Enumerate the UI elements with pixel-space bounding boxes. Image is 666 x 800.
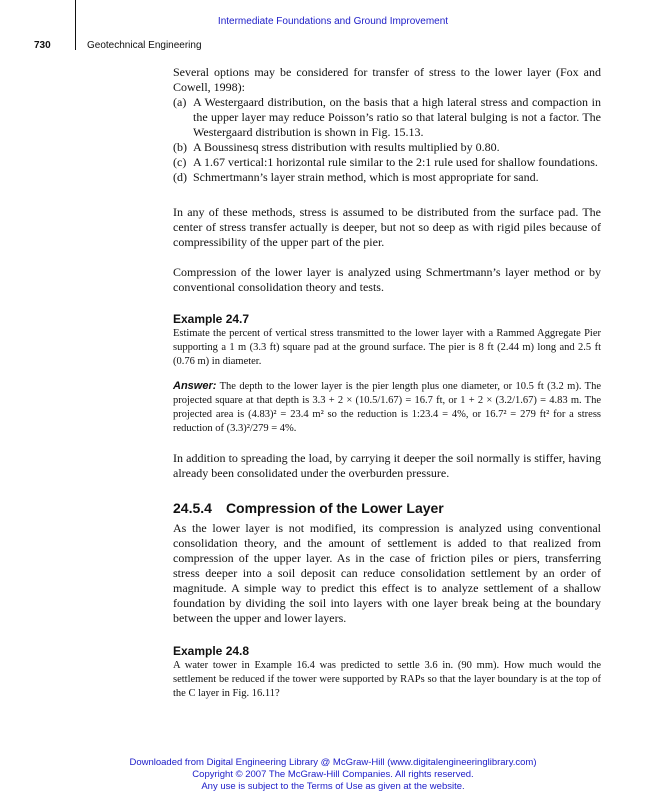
option-item: [173, 170, 601, 185]
book-title-header: Intermediate Foundations and Ground Improvement: [217, 16, 449, 27]
answer-label: Answer:: [173, 380, 217, 392]
option-text: A 1.67 vertical:1 horizontal rule similar to the 2:1 rule used for shallow foundations.: [193, 155, 598, 169]
option-marker: (a): [173, 95, 187, 109]
paragraph-lower-layer-compression: Compression of the lower layer is analyzed using Schmertmann’s layer method or by conventional consolidation theory and tests.: [173, 265, 601, 294]
example-24-7-answer: [173, 379, 601, 436]
page-body: [173, 65, 601, 701]
section-body: As the lower layer is not modified, its compression is analyzed using conventional consolidation theory, and the amount of settlement is added to that realized from compression of the upper layer. As in the case of friction piles or piers, transferring stress deeper into a soil deposit can reduce consolidation settlement by an order of magnitude. A simple way to predict this effect is to analyze settlement of a shallow foundation by dividing the soil into layers with one layer break being at the boundary between the upper and lower layers.: [173, 521, 601, 625]
footer-terms-line: Any use is subject to the Terms of Use as given at the website.: [201, 781, 465, 792]
options-list: [173, 95, 601, 185]
page-number: 730: [34, 40, 51, 51]
example-24-8-title: Example 24.8: [173, 644, 250, 658]
page-footer: [0, 757, 666, 793]
section-number: 24.5.4: [173, 500, 212, 516]
section-title: Compression of the Lower Layer: [225, 500, 444, 516]
running-title: Geotechnical Engineering: [87, 40, 202, 51]
example-24-7-title: Example 24.7: [173, 312, 250, 326]
option-item: [173, 155, 601, 170]
option-text: A Boussinesq stress distribution with results multiplied by 0.80.: [193, 140, 500, 154]
option-text: A Westergaard distribution, on the basis that a high lateral stress and compaction in the upper layer may reduce Poisson’s ratio so that lateral bulging is not a factor. The Westergaard distribution is shown in Fig. 15.13.: [193, 95, 601, 139]
paragraph-load-spreading: In addition to spreading the load, by carrying it deeper the soil normally is stiffer, having already been consolidated under the overburden pressure.: [173, 451, 601, 480]
section-heading: [173, 499, 601, 517]
option-marker: (b): [173, 140, 187, 154]
paragraph-stress-distribution: In any of these methods, stress is assumed to be distributed from the surface pad. The center of stress transfer actually is deeper, but not so deep as with rigid piles because of compressibility of the upper part of the pier.: [173, 205, 601, 249]
footer-download-line: Downloaded from Digital Engineering Library @ McGraw-Hill (www.digitalengineeringlibrary.com): [129, 757, 537, 768]
example-24-7-statement: Estimate the percent of vertical stress transmitted to the lower layer with a Rammed Aggregate Pier supporting a 1 m (3.3 ft) square pad at the ground surface. The pier is 8 ft (2.44 m) long and 2.5 ft (0.76 m) in diameter.: [173, 328, 601, 367]
option-marker: (d): [173, 170, 187, 184]
option-item: [173, 95, 601, 140]
intro-paragraph: Several options may be considered for transfer of stress to the lower layer (Fox and Cowell, 1998):: [173, 65, 601, 94]
option-marker: (c): [173, 155, 187, 169]
option-text: Schmertmann’s layer strain method, which is most appropriate for sand.: [193, 170, 539, 184]
option-item: [173, 140, 601, 155]
answer-text: The depth to the lower layer is the pier length plus one diameter, or 10.5 ft (3.2 m). The projected square at that depth is 3.3 + 2 × (10.5/1.67) = 16.7 ft, or 1 + 2 × (3.2/1.67) = 4.83 m. The projected area is (4.83)² = 23.4 m² so the reduction is 1:23.4 = 4%, or 16.7² = 279 ft² for a stress reduction of (3.3)²/279 = 4%.: [173, 381, 601, 434]
header-rule: [75, 0, 76, 50]
footer-copyright-line: Copyright © 2007 The McGraw-Hill Companies. All rights reserved.: [192, 769, 474, 780]
example-24-8-statement: A water tower in Example 16.4 was predicted to settle 3.6 in. (90 mm). How much would the settlement be reduced if the tower were supported by RAPs so that the layer boundary is at the top of the C layer in Fig. 16.11?: [173, 660, 601, 699]
